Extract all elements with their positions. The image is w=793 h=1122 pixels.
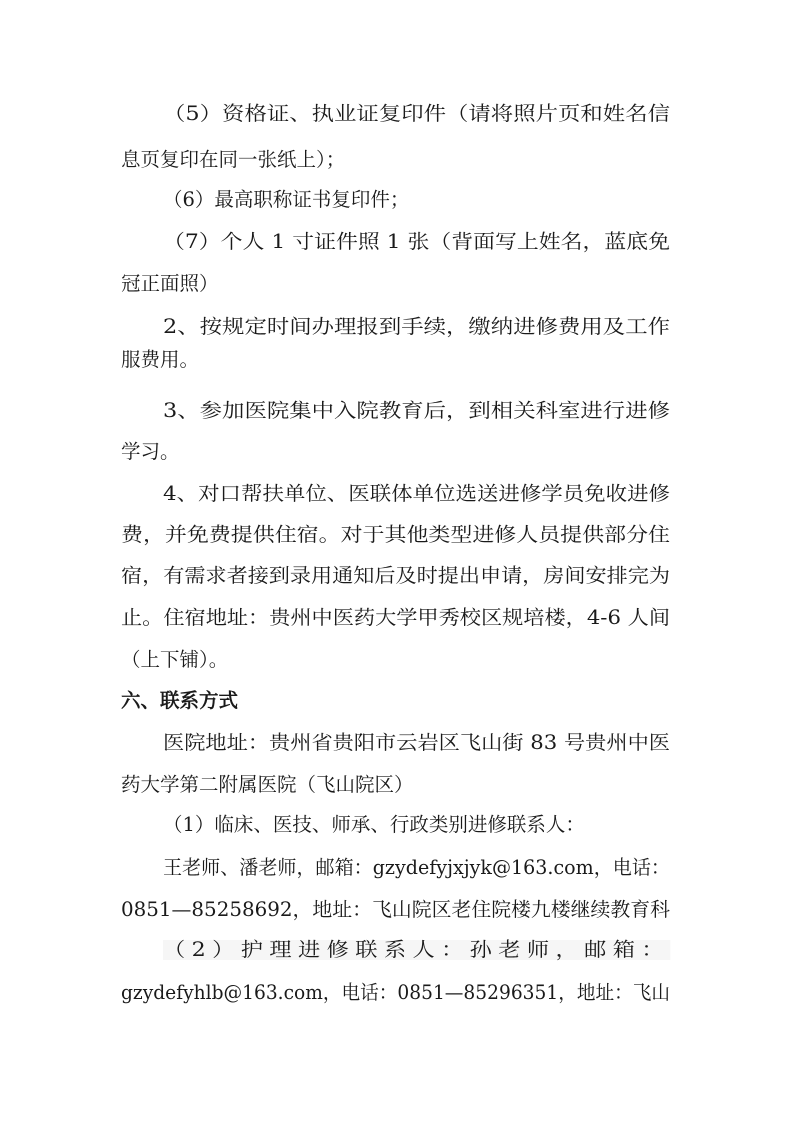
text-line-14: （上下铺）。 <box>121 648 229 671</box>
text-line-6: 2、按规定时间办理报到手续，缴纳进修费用及工作 <box>163 315 670 338</box>
text-line-16: 医院地址：贵州省贵阳市云岩区飞山街 83 号贵州中医 <box>163 731 670 754</box>
text-line-19: 王老师、潘老师，邮箱：gzydefyjxjyk@163.com，电话： <box>163 856 670 879</box>
text-line-2: 息页复印在同一张纸上）； <box>121 148 346 171</box>
text-line-8: 3、参加医院集中入院教育后，到相关科室进行进修 <box>163 399 670 422</box>
text-line-18: （1）临床、医技、师承、行政类别进修联系人： <box>163 813 585 836</box>
text-line-10: 4、对口帮扶单位、医联体单位选送进修学员免收进修 <box>163 482 670 505</box>
text-line-12: 宿，有需求者接到录用通知后及时提出申请，房间安排完为 <box>121 564 670 587</box>
text-line-13: 止。住宿地址：贵州中医药大学甲秀校区规培楼，4-6 人间 <box>121 606 670 629</box>
text-line-22: gzydefyhlb@163.com，电话：0851—85296351，地址：飞山 <box>121 981 670 1004</box>
text-line-7: 服费用。 <box>121 348 200 371</box>
text-line-21: （2）护理进修联系人：孙老师，邮箱： <box>163 938 670 961</box>
text-line-5: 冠正面照） <box>121 272 219 295</box>
text-line-3: （6）最高职称证书复印件； <box>163 188 410 211</box>
text-line-4: （7）个人 1 寸证件照 1 张（背面写上姓名，蓝底免 <box>163 230 670 253</box>
text-line-11: 费，并免费提供住宿。对于其他类型进修人员提供部分住 <box>121 523 670 546</box>
text-line-20: 0851—85258692，地址：飞山院区老住院楼九楼继续教育科 <box>121 898 670 921</box>
text-line-1: （5）资格证、执业证复印件（请将照片页和姓名信 <box>163 102 670 125</box>
text-line-9: 学习。 <box>121 440 180 463</box>
section-heading: 六、联系方式 <box>121 689 239 712</box>
text-line-17: 药大学第二附属医院（飞山院区） <box>121 773 414 796</box>
